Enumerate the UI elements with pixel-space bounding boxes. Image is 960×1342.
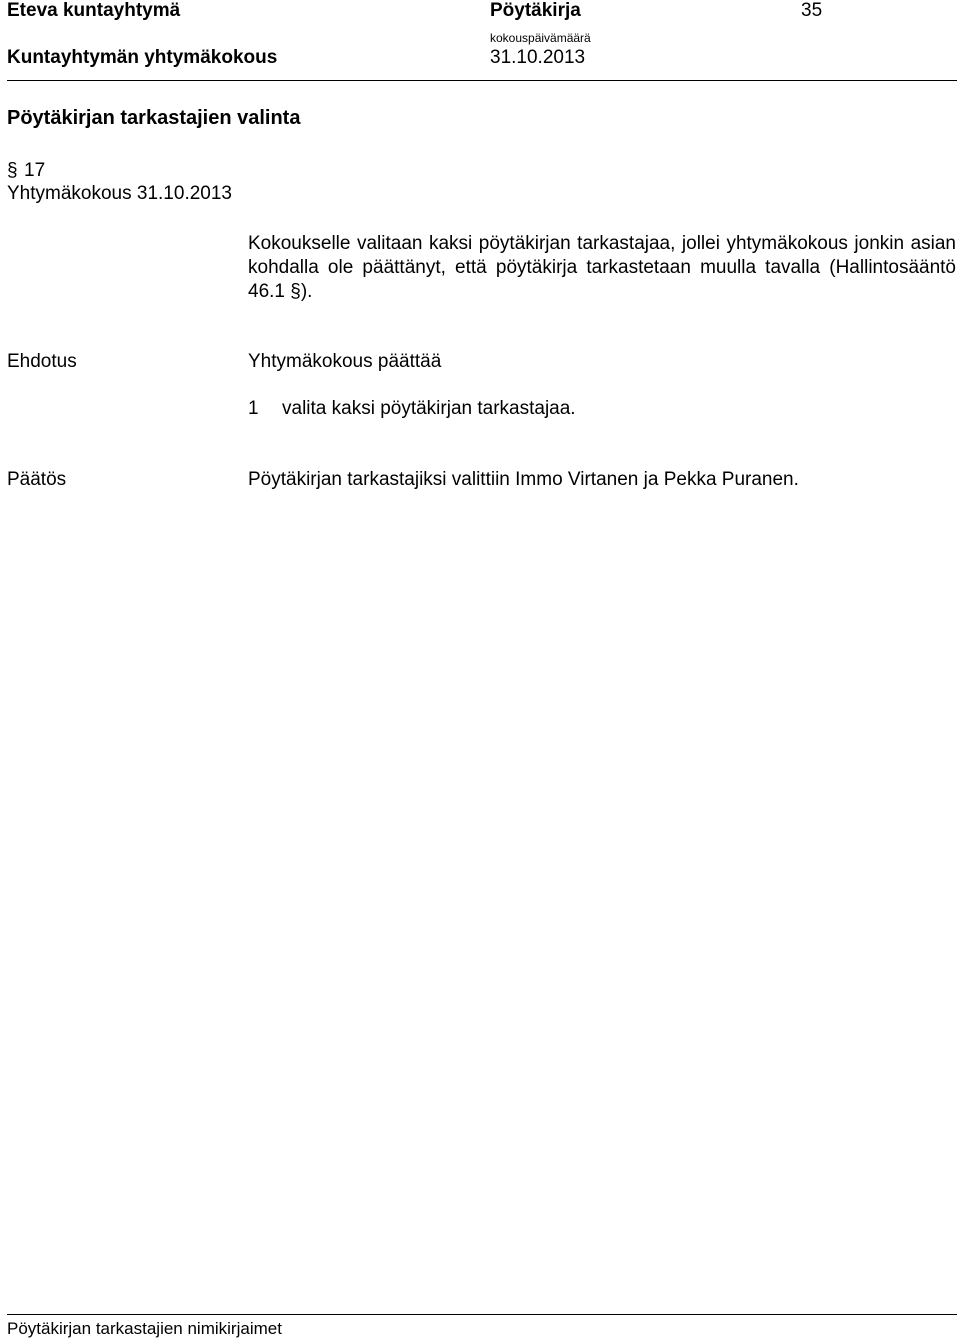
section-title: Pöytäkirjan tarkastajien valinta <box>7 107 301 129</box>
date-label: kokouspäivämäärä <box>490 31 591 45</box>
footer-text: Pöytäkirjan tarkastajien nimikirjaimet <box>7 1319 282 1338</box>
meeting-body: Kuntayhtymän yhtymäkokous <box>7 47 278 68</box>
header-divider <box>7 80 957 81</box>
proposal-label: Ehdotus <box>7 351 77 372</box>
meeting-date: 31.10.2013 <box>490 47 586 68</box>
document-type: Pöytäkirja <box>490 0 581 21</box>
proposal-item-text: valita kaksi pöytäkirjan tarkastajaa. <box>282 398 576 419</box>
decision-label: Päätös <box>7 469 67 490</box>
footer-divider <box>7 1314 957 1315</box>
section-description: Kokoukselle valitaan kaksi pöytäkirjan tarkastajaa, jollei yhtymäkokous jonkin asian kohdalla ole päättänyt, että pöytäkirja tarkastetaan muulla tavalla (Hallintosääntö 46.1 §). <box>248 233 956 302</box>
proposal-item-number: 1 <box>248 398 259 419</box>
decision-text: Pöytäkirjan tarkastajiksi valittiin Immo Virtanen ja Pekka Puranen. <box>248 469 799 490</box>
paragraph-number: 17 <box>24 160 46 181</box>
paragraph-sign: § <box>7 160 18 181</box>
page-number: 35 <box>801 0 823 21</box>
proposal-intro: Yhtymäkokous päättää <box>248 351 442 372</box>
meeting-reference: Yhtymäkokous 31.10.2013 <box>7 183 232 204</box>
organization-name: Eteva kuntayhtymä <box>7 0 181 21</box>
